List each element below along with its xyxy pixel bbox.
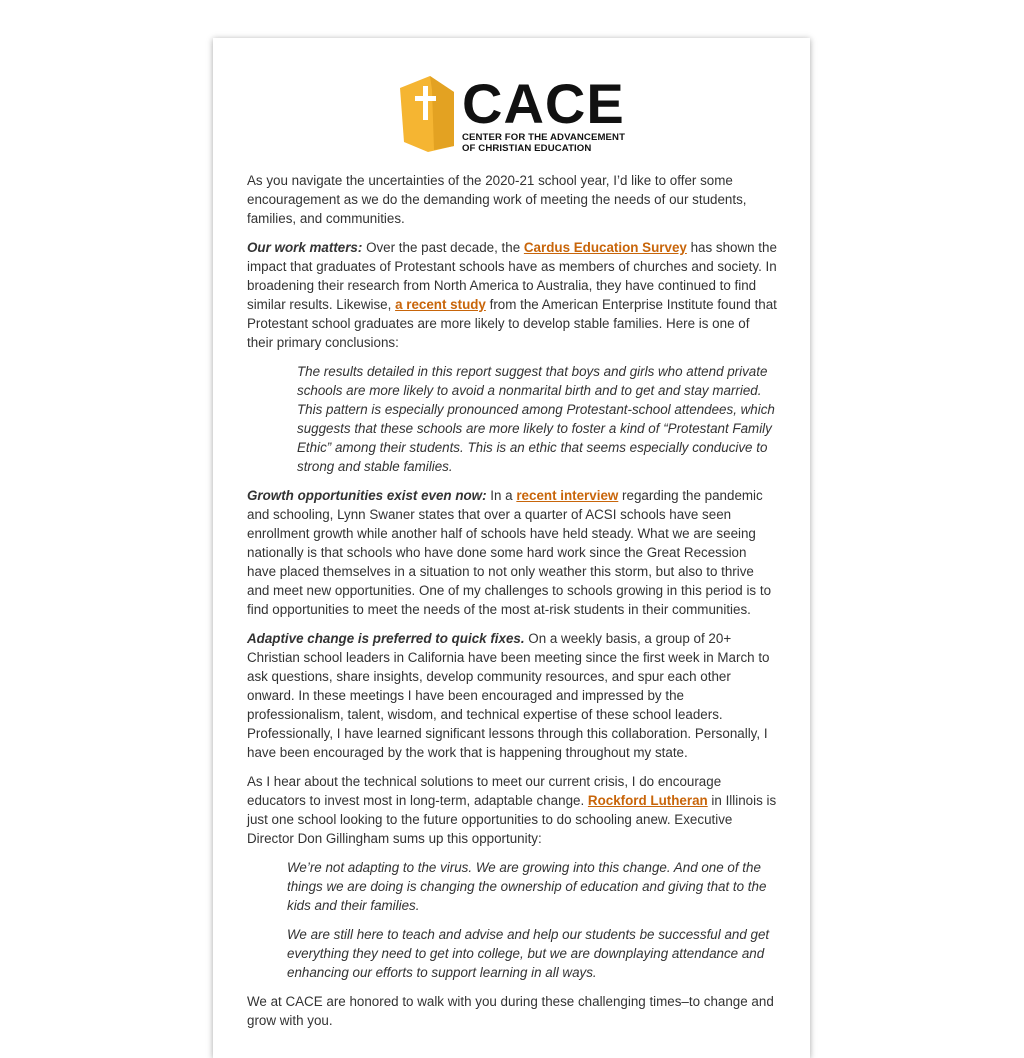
recent-study-link[interactable]: a recent study bbox=[395, 297, 486, 312]
body-text: As I hear about the technical solutions to meet our current crisis, I do encourage educators to invest most in long-term, adaptable change. bbox=[247, 774, 722, 808]
body-text: Over the past decade, the bbox=[362, 240, 524, 255]
body-text: in Illinois is just one school looking to the future opportunities to do schooling anew. Executive Director Don Gillingham sums up this opportunity: bbox=[247, 793, 777, 846]
body-text: from the American Enterprise Institute found that Protestant school graduates are more likely to develop stable families. Here is one of their primary conclusions: bbox=[247, 297, 777, 350]
body-text: On a weekly basis, a group of 20+ Christian school leaders in California have been meeting since the first week in March to ask questions, share insights, develop community resources, and spur each other onward. In these meetings I have been encouraged and impressed by the professionalism, talent, wisdom, and technical expertise of these school leaders. Professionally, I have learned significant lessons through this collaboration. Personally, I have been encouraged by the work that is happening throughout my state. bbox=[247, 631, 770, 760]
block-quote: We are still here to teach and advise and help our students be successful and get everything they need to get into college, but we are downplaying attendance and enhancing our efforts to support learning in all ways. bbox=[287, 927, 770, 980]
section-technical-solutions bbox=[247, 772, 779, 848]
section-heading: Adaptive change is preferred to quick fixes. bbox=[247, 631, 525, 646]
logo-tagline bbox=[462, 132, 625, 154]
block-quote: We’re not adapting to the virus. We are growing into this change. And one of the things we are doing is changing the ownership of education and giving that to the kids and their families. bbox=[287, 860, 767, 913]
block-quote: The results detailed in this report suggest that boys and girls who attend private schools are more likely to avoid a nonmarital birth and to get and stay married. This pattern is especially pronounced among Protestant-school attendees, which suggests that these schools are more likely to foster a kind of “Protestant Family Ethic” among their students. This is an ethic that seems especially conducive to strong and stable families. bbox=[297, 364, 775, 474]
section-growth bbox=[247, 486, 779, 619]
section-work-matters bbox=[247, 238, 779, 352]
logo-tagline-line1: CENTER FOR THE ADVANCEMENT bbox=[462, 132, 626, 143]
section-heading: Our work matters: bbox=[247, 240, 363, 255]
closing-paragraph: We at CACE are honored to walk with you during these challenging times–to change and grow with you. bbox=[247, 994, 774, 1028]
logo-cross-horizontal bbox=[415, 96, 436, 101]
recent-interview-link[interactable]: recent interview bbox=[516, 488, 619, 503]
body-text: regarding the pandemic and schooling, Lynn Swaner states that over a quarter of ACSI schools have seen enrollment growth while another half of schools have held steady. What we are seeing nationally is that schools who have done some hard work since the Great Recession have placed themselves in a situation to not only weather this storm, but also to thrive and meet new opportunities. One of my challenges to schools growing in this period is to find opportunities to meet the needs of the most at-risk students in their communities. bbox=[247, 488, 772, 617]
rockford-lutheran-link[interactable]: Rockford Lutheran bbox=[587, 793, 708, 808]
email-body bbox=[247, 171, 779, 1040]
intro-paragraph: As you navigate the uncertainties of the 2020-21 school year, I’d like to offer some encouragement as we do the demanding work of meeting the needs of our students, families, and communities. bbox=[247, 173, 747, 226]
logo-cross-vertical bbox=[423, 86, 428, 120]
section-heading: Growth opportunities exist even now: bbox=[247, 488, 487, 503]
cardus-survey-link[interactable]: Cardus Education Survey bbox=[523, 240, 687, 255]
body-text: has shown the impact that graduates of Protestant schools have as members of churches and society. In broadening their research from North America to Australia, they have continued to find similar results. Likewise, bbox=[247, 240, 777, 312]
body-text: In a bbox=[486, 488, 517, 503]
section-adaptive-change bbox=[247, 629, 779, 762]
logo-wordmark: CACE bbox=[462, 72, 625, 135]
logo-tagline-line2: OF CHRISTIAN EDUCATION bbox=[462, 143, 592, 154]
